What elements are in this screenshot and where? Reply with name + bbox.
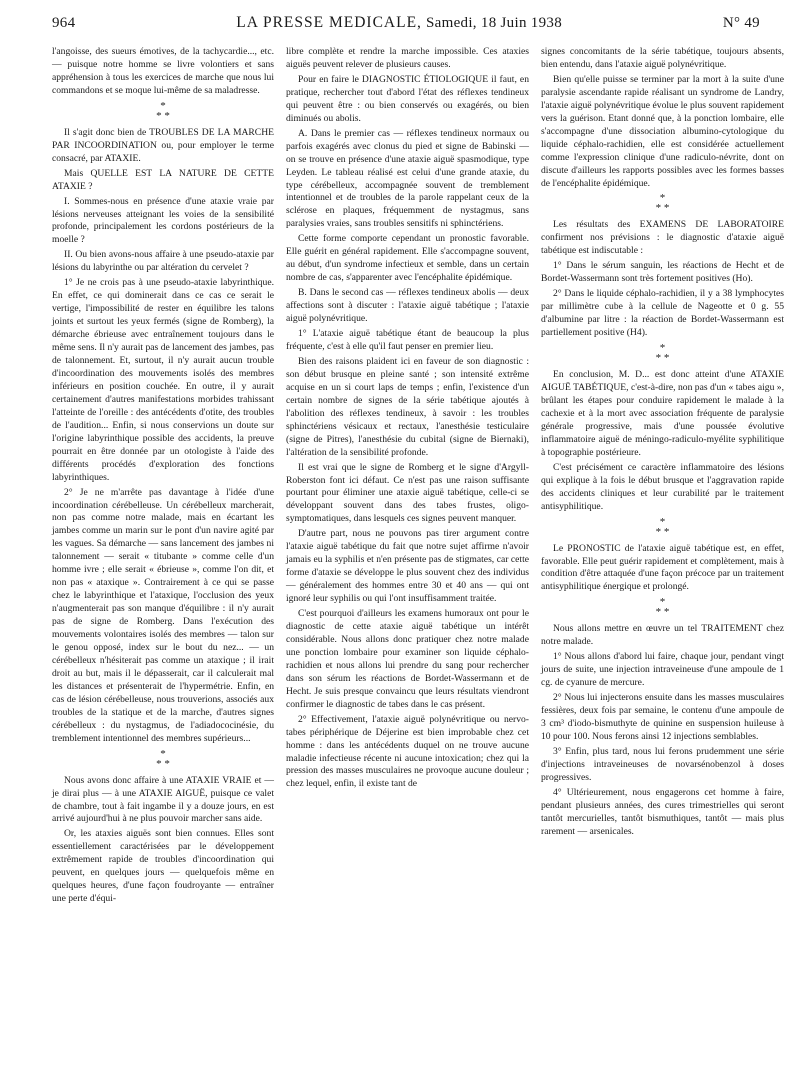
- journal-title: [236, 14, 562, 32]
- paragraph: 1° Je ne crois pas à une pseudo-ataxie labyrinthique. En effet, ce qui dominerait dans ce cas ce serait le vertige, l'impossibilité de rester en équilibre les talons joints et surtout les yeux fermés (signe de Romberg), la démarche ébrieuse avec entraînement toujours dans le même sens. Il n'y aurait pas de lancement des jambes, pas de talonnement. Et, surtout, il n'y aurait aucun trouble d'incoordination des mouvements isolés des membres inférieurs en position couchée. En outre, il y aurait certainement d'autres manifestations morbides trahissant l'atteinte de l'oreille : des antécédents d'otite, des troubles de l'audition... Enfin, si nous conservions un doute sur l'origine labyrinthique possible des accidents, la preuve pourrait en être donnée par un otologiste à l'aide des différents procédés d'exploration des fonctions labyrinthiques.: [52, 277, 274, 483]
- paragraph: Il s'agit donc bien de TROUBLES DE LA MARCHE PAR INCOORDINATION ou, pour employer le terme consacré, par ATAXIE.: [52, 126, 274, 164]
- separator-asterisk: *: [659, 515, 666, 528]
- paragraph: 1° Nous allons d'abord lui faire, chaque jour, pendant vingt jours de suite, une injection intraveineuse d'une ampoule de 1 cg. de cyanure de mercure.: [541, 651, 784, 689]
- separator-asterisks: * *: [655, 606, 670, 619]
- separator-asterisk: *: [160, 99, 166, 112]
- section-separator: [52, 747, 274, 770]
- paragraph: 1° L'ataxie aiguë tabétique étant de beaucoup la plus fréquente, c'est à elle qu'il faut penser en premier lieu.: [286, 328, 529, 352]
- paragraph: 3° Enfin, plus tard, nous lui ferons prudemment une série d'injections intraveineuses de novarsénobenzol à doses progressives.: [541, 745, 784, 783]
- paragraph: 4° Ultérieurement, nous engagerons cet homme à faire, pendant plusieurs années, des cures trimestrielles qui seront tantôt mercurielles, tantôt bismuthiques, tantôt — mais plus rarement — arsenicales.: [541, 786, 784, 837]
- section-separator: [541, 344, 784, 363]
- paragraph: C'est précisément ce caractère inflammatoire des lésions qui explique à la fois le début brusque et l'aggravation rapide des accidents cliniques et leur curabilité par le traitement antisyphilitique.: [541, 461, 784, 512]
- paragraph: II. Ou bien avons-nous affaire à une pseudo-ataxie par lésions du labyrinthe ou par altération du cervelet ?: [52, 249, 274, 274]
- paragraph: A. Dans le premier cas — réflexes tendineux normaux ou parfois exagérés avec clonus du pied et signe de Babinski — on se trouve en présence d'une ataxie aiguë spasmodique, type Leyden. Le tableau réalisé est celui d'une grande ataxie, du type cérébelleux, accompagnée souvent de tremblement intentionnel et de troubles de la parole rappelant ceux de la sclérose en plaques, fréquemment de nystagmus, sans paralysies vraies, sans troubles sensitifs ni sphinctériens.: [286, 127, 529, 230]
- paragraph: Mais QUELLE EST LA NATURE DE CETTE ATAXIE ?: [52, 167, 274, 192]
- paragraph: En conclusion, M. D... est donc atteint d'une ATAXIE AIGUË TABÉTIQUE, c'est-à-dire, non pas d'un « tabes aigu », brûlant les étapes pour conduire rapidement le malade à la cachexie et à la mort avec association fréquente de paralysie générale progressive, mais d'une poussée évolutive inflammatoire aiguë de méningo-radiculo-myélite syphilitique à topographie postérieure.: [541, 369, 784, 458]
- separator-asterisk: *: [659, 342, 666, 355]
- paragraph: Or, les ataxies aiguës sont bien connues. Elles sont essentiellement caractérisées par le développement extrêmement rapide de troubles d'incoordination qui peuvent, en quelques jours — quelquefois même en quelques heures, d'une façon foudroyante — entraîner une perte d'équi-: [52, 828, 274, 905]
- paragraph: Bien qu'elle puisse se terminer par la mort à la suite d'une paralysie ascendante rapide réalisant un syndrome de Landry, l'ataxie aiguë polynévritique évolue le plus souvent rapidement vers la guérison. Etant donné que, à la ponction lombaire, elle s'accompagne d'une dissociation albumino-cytologique du liquide céphalo-rachidien, elle est considérée actuellement comme l'expression clinique d'une radiculo-névrite, dont on discute d'ailleurs les rapports possibles avec les formes basses de l'encéphalite épidémique.: [541, 73, 784, 189]
- column-left: [52, 46, 274, 908]
- issue-number: N° 49: [722, 15, 760, 31]
- page-number: 964: [52, 15, 76, 31]
- paragraph: 2° Dans le liquide céphalo-rachidien, il y a 38 lymphocytes par millimètre cube à la cellule de Nageotte et 0 g. 55 d'albumine par litre : la réaction de Bordet-Wassermann est partiellement positive (H4).: [541, 288, 784, 339]
- separator-asterisk: *: [659, 192, 666, 205]
- paragraph: 1° Dans le sérum sanguin, les réactions de Hecht et de Bordet-Wassermann sont très fortement positives (Ho).: [541, 260, 784, 285]
- separator-asterisk: *: [160, 747, 166, 760]
- section-separator: [541, 515, 784, 538]
- page-header: [52, 14, 760, 40]
- separator-asterisks: * *: [655, 202, 670, 215]
- paragraph: 2° Effectivement, l'ataxie aiguë polynévritique ou nervo-tabes périphérique de Déjerine est bien improbable chez cet homme : dans les antécédents duquel on ne trouve aucune maladie infectieuse récente ni aucune intoxication; chez qui la pression des masses musculaires ne provoque aucune douleur ; chez lequel, enfin, il existe tant de: [286, 713, 529, 790]
- paragraph: 2° Nous lui injecterons ensuite dans les masses musculaires fessières, deux fois par semaine, le contenu d'une ampoule de 3 cm³ d'iodo-bismuthyte de quinine en suspension huileuse à 10 pour 100. Nous ferons ainsi 12 injections semblables.: [541, 692, 784, 742]
- paragraph: libre complète et rendre la marche impossible. Ces ataxies aiguës peuvent relever de plusieurs causes.: [286, 46, 529, 70]
- separator-asterisks: * *: [655, 352, 670, 365]
- separator-asterisks: * *: [156, 757, 170, 770]
- paragraph: Pour en faire le DIAGNOSTIC ÉTIOLOGIQUE il faut, en pratique, rechercher tout d'abord l'état des réflexes tendineux qui peuvent être : ou bien conservés ou exagérés, ou bien diminués ou abolis.: [286, 73, 529, 124]
- article-columns: [52, 46, 784, 908]
- section-separator: [541, 598, 784, 617]
- paragraph: Cette forme comporte cependant un pronostic favorable. Elle guérit en général rapidement. Elle s'accompagne souvent, au début, d'un syndrome infectieux et semble, dans un certain nombre de cas, s'apparenter avec l'encéphalite épidémique.: [286, 233, 529, 284]
- separator-asterisks: * *: [655, 525, 670, 538]
- column-middle: [286, 46, 529, 908]
- separator-asterisks: * *: [156, 109, 170, 122]
- paragraph: Nous avons donc affaire à une ATAXIE VRAIE et — je dirai plus — à une ATAXIE AIGUË, puisque ce valet de chambre, tout à fait ingambe il y a douze jours, en est arrivé aujourd'hui à ne plus pouvoir marcher sans aide.: [52, 774, 274, 825]
- paragraph: B. Dans le second cas — réflexes tendineux abolis — deux affections sont à discuter : l'ataxie aiguë tabétique ; l'ataxie aiguë polynévritique.: [286, 287, 529, 325]
- issue-date: Samedi, 18 Juin 1938: [426, 15, 562, 31]
- section-separator: [52, 99, 274, 122]
- separator-asterisk: *: [659, 596, 666, 609]
- paragraph: I. Sommes-nous en présence d'une ataxie vraie par lésions nerveuses atteignant les voies de la sensibilité profonde, principalement les cordons postérieurs de la moelle ?: [52, 195, 274, 246]
- paragraph: Nous allons mettre en œuvre un tel TRAITEMENT chez notre malade.: [541, 623, 784, 648]
- journal-name: LA PRESSE MEDICALE,: [236, 14, 422, 31]
- section-separator: [541, 194, 784, 213]
- paragraph: Bien des raisons plaident ici en faveur de son diagnostic : son début brusque en pleine santé ; son intensité extrême acquise en un si court laps de temps ; enfin, l'existence d'un certain nombre de signes de la série tabétique ajoutés à l'abolition des réflexes tendineux, à savoir : les troubles sphinctériens vésicaux et rectaux, l'anesthésie testiculaire (signe de Pitres), l'anesthésie du cubital (signe de Biernaki), l'altération de la sensibilité profonde.: [286, 355, 529, 458]
- paragraph: D'autre part, nous ne pouvons pas tirer argument contre l'ataxie aiguë tabétique du fait que notre sujet affirme n'avoir jamais eu la syphilis et n'en présente pas de stigmates, car cette forme d'ataxie se développe le plus souvent chez des individus — généralement des hommes entre 30 et 40 ans — qui ont ignoré leur syphilis ou qui l'ont insuffisamment traitée.: [286, 528, 529, 605]
- column-right: [541, 46, 784, 908]
- paragraph: 2° Je ne m'arrête pas davantage à l'idée d'une incoordination cérébelleuse. Un cérébelleux marcherait, non pas comme notre malade, mais en écartant les jambes comme un marin sur le pont d'un navire agité par les vagues. Sa démarche — sans lancement des jambes ni talonnement — serait « titubante » comme celle d'un homme ivre ; elle serait « ébrieuse », comme l'on dit, et non pas « ataxique ». Contrairement à ce qui se passe chez le labyrinthique et l'ataxique, l'occlusion des yeux n'augmenterait pas son manque d'équilibre : il n'y aurait pas de signe de Romberg. Dans l'exécution des mouvements volontaires isolés des membres — talon sur le genou opposé, index sur le bout du nez... — un cérébelleux n'hésiterait pas comme un ataxique ; il irait droit au but, mais il le dépasserait, car il calculerait mal les distances et présenterait de l'hypermétrie. Enfin, en cas de lésion cérébelleuse, nous trouverions, associés aux troubles de la statique et de la marche, d'autres signes cérébelleux : du nystagmus, de l'adiadococinésie, du tremblement intentionnel des membres supérieurs...: [52, 486, 274, 744]
- paragraph: Il est vrai que le signe de Romberg et le signe d'Argyll-Roberston font ici défaut. Ce n'est pas une raison suffisante pourtant pour éliminer une ataxie aiguë tabétique, celle-ci se développant souvent dans des tabes frustes, oligo-symptomatiques, dans lesquels ces signes peuvent manquer.: [286, 461, 529, 525]
- paragraph: signes concomitants de la série tabétique, toujours absents, bien entendu, dans l'ataxie aiguë polynévritique.: [541, 46, 784, 70]
- paragraph: l'angoisse, des sueurs émotives, de la tachycardie..., etc. — puisque notre homme se livre volontiers et sans appréhension à tous les exercices de marche que nous lui commandons et se moque lui-même de sa maladresse.: [52, 46, 274, 96]
- paragraph: Le PRONOSTIC de l'ataxie aiguë tabétique est, en effet, favorable. Elle peut guérir rapidement et complètement, mais à condition d'être attaquée d'une façon précoce par un traitement antisyphilitique énergique et prolongé.: [541, 542, 784, 593]
- paragraph: Les résultats des EXAMENS DE LABORATOIRE confirment nos prévisions : le diagnostic d'ataxie aiguë tabétique est indiscutable :: [541, 219, 784, 257]
- paragraph: C'est pourquoi d'ailleurs les examens humoraux ont pour le diagnostic de cette ataxie aiguë tabétique un intérêt considérable. Nous allons donc pratiquer chez notre malade une ponction lombaire pour examiner son liquide céphalo-rachidien et nous allons lui prendre du sang pour rechercher dans son sérum les réactions de Bordet-Wassermann et de Hecht. Je suis presque convaincu que leurs résultats viendront confirmer le diagnostic de tabes dans le cas présent.: [286, 608, 529, 710]
